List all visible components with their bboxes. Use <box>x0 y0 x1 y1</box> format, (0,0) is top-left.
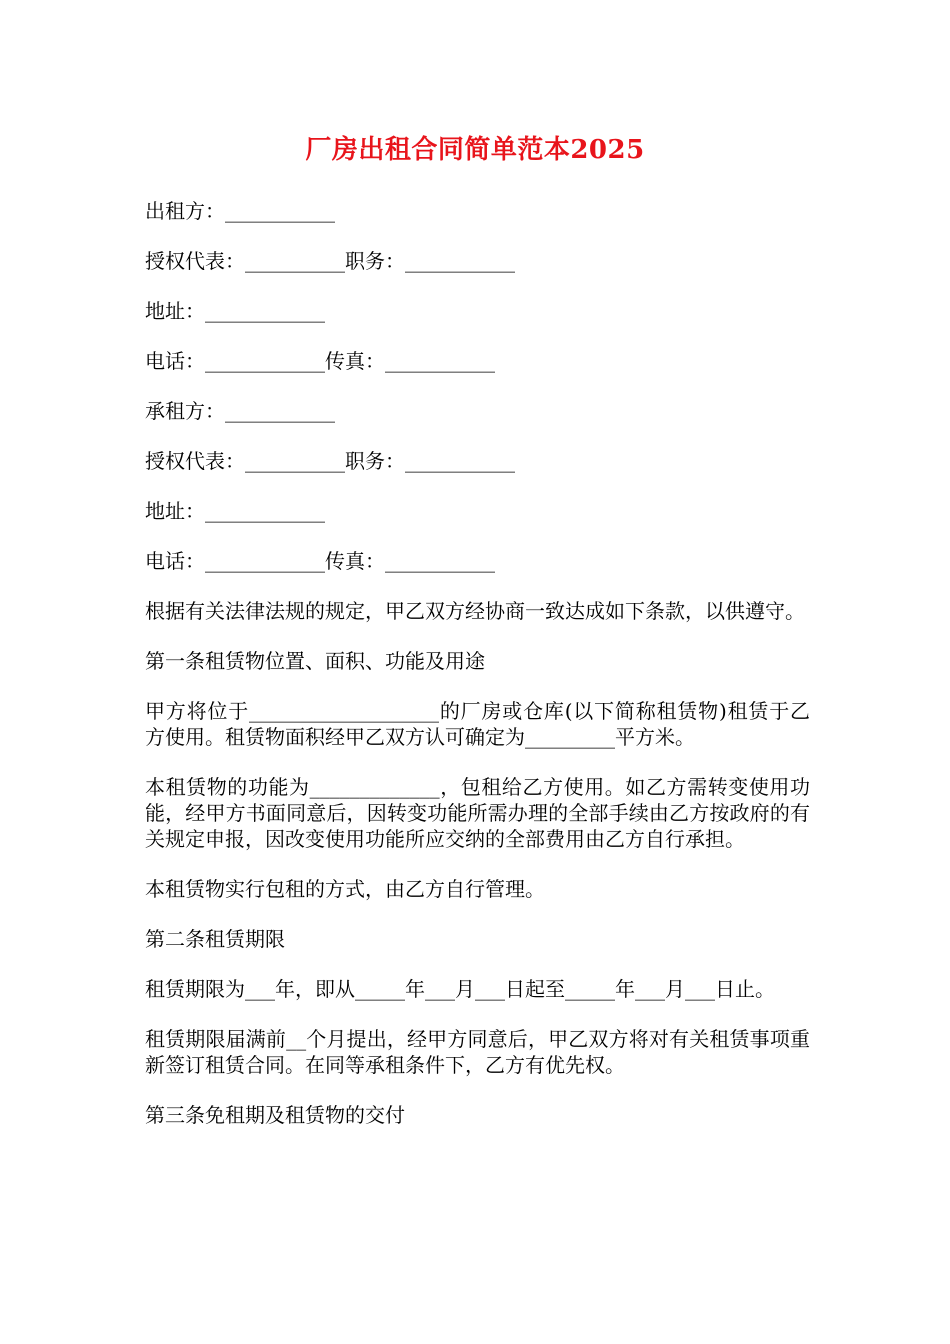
document-body <box>145 198 810 1152</box>
lessee-phone-fax-line: 电话：____________传真：___________ <box>145 549 495 573</box>
article-3-heading: 第三条免租期及租赁物的交付 <box>145 1103 405 1127</box>
lessee-representative-line: 授权代表：__________职务：___________ <box>145 449 515 473</box>
article-2-renewal-paragraph: 租赁期限届满前__个月提出，经甲方同意后，甲乙双方将对有关租赁事项重新签订租赁合同。在同等承租条件下，乙方有优先权。 <box>145 1027 810 1077</box>
lessor-address-line: 地址：____________ <box>145 299 325 323</box>
document-title: 厂房出租合同简单范本2025 <box>305 135 645 165</box>
lessor-line: 出租方：___________ <box>145 199 335 223</box>
article-2-term-paragraph: 租赁期限为___年，即从_____年___月___日起至_____年___月___日止。 <box>145 977 775 1001</box>
article-1-heading: 第一条租赁物位置、面积、功能及用途 <box>145 649 485 673</box>
lessee-line: 承租方：___________ <box>145 399 335 423</box>
article-1-function-paragraph: 本租赁物的功能为_____________，包租给乙方使用。如乙方需转变使用功能，经甲方书面同意后，因转变功能所需办理的全部手续由乙方按政府的有关规定申报，因改变使用功能所应交纳的全部费用由乙方自行承担。 <box>145 775 810 851</box>
article-1-management-paragraph: 本租赁物实行包租的方式，由乙方自行管理。 <box>145 877 545 901</box>
lessor-phone-fax-line: 电话：____________传真：___________ <box>145 349 495 373</box>
lessor-representative-line: 授权代表：__________职务：___________ <box>145 249 515 273</box>
lessee-address-line: 地址：____________ <box>145 499 325 523</box>
preamble-paragraph: 根据有关法律法规的规定，甲乙双方经协商一致达成如下条款，以供遵守。 <box>145 599 805 623</box>
article-2-heading: 第二条租赁期限 <box>145 927 285 951</box>
article-1-location-paragraph: 甲方将位于___________________的厂房或仓库(以下简称租赁物)租赁于乙方使用。租赁物面积经甲乙双方认可确定为_________平方米。 <box>145 699 810 749</box>
